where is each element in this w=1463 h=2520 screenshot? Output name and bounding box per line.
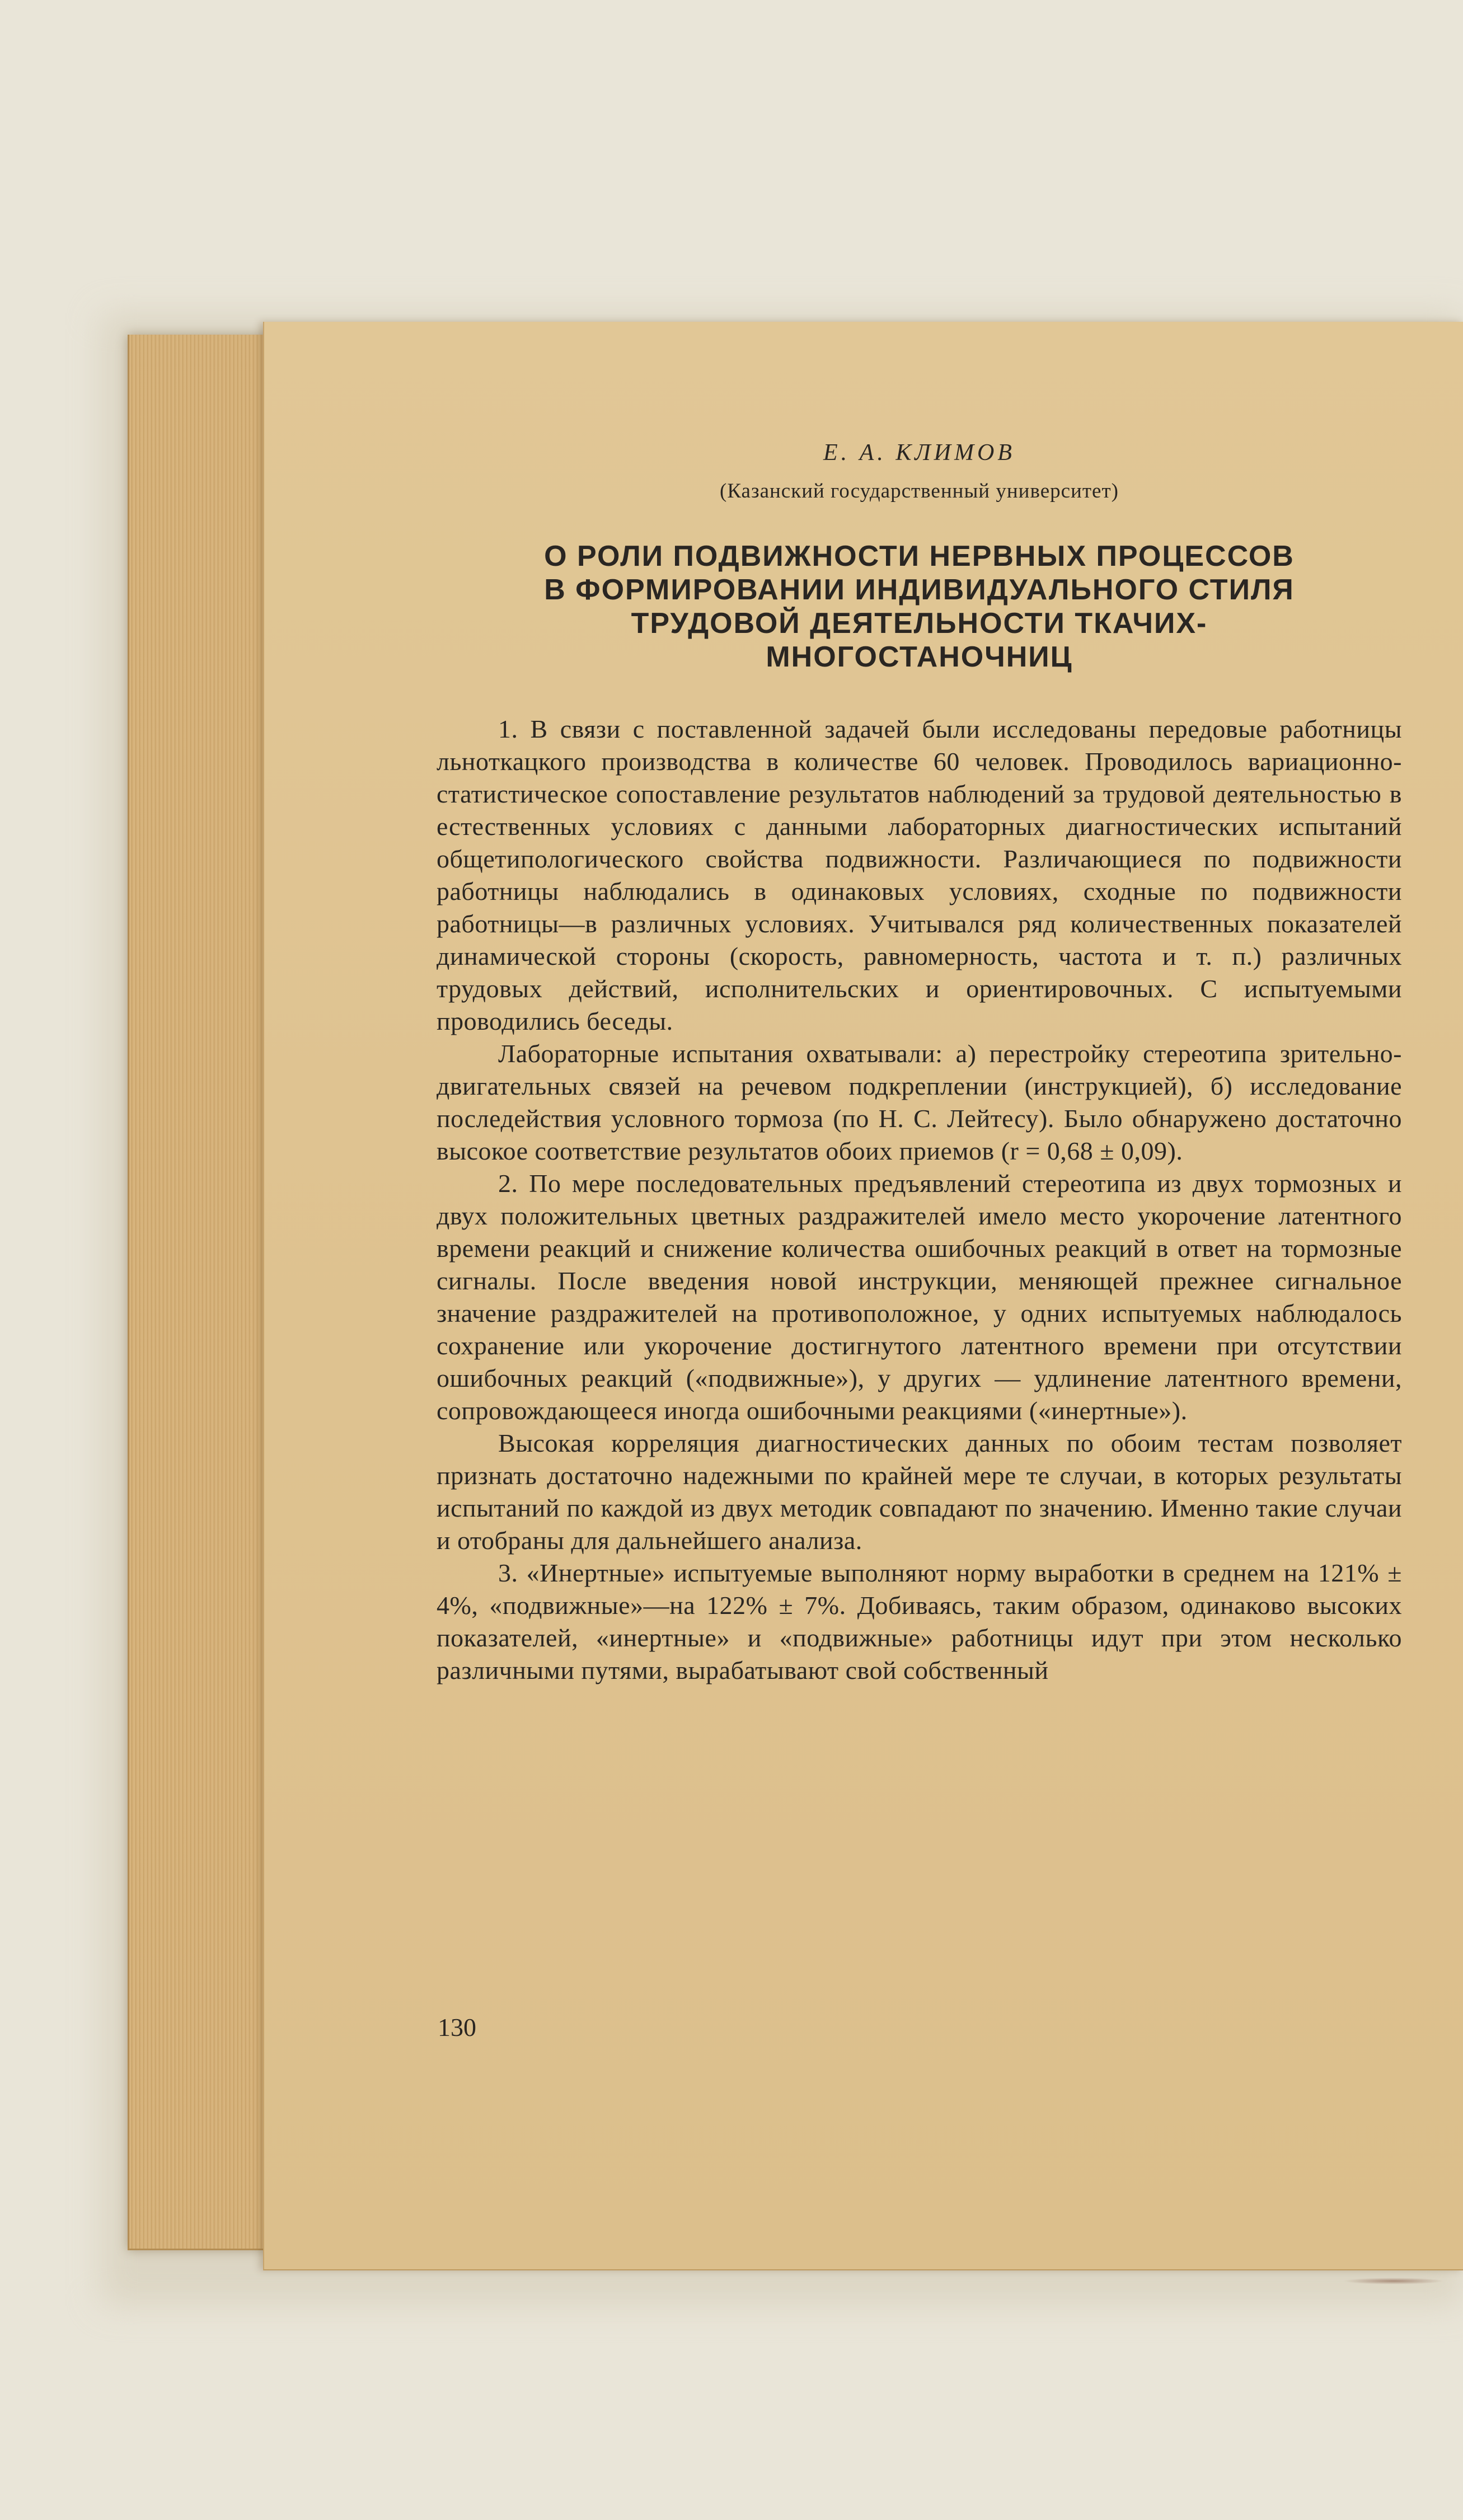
paragraph-3: 2. По мере последовательных предъявлений стереотипа из двух тормозных и двух положительных цветных раздражителей имело место укорочение латентного времени реакций и снижение количества ошибочных реакций в ответ на тормозные сигналы. После введения новой инструкции, меняющей прежнее сигнальное значение раздражителей на противоположное, у одних испытуемых наблюдалось сохранение или укорочение достигнутого латентного времени при отсутствии ошибочных реакций («подвижные»), у других — удлинение латентного времени, сопровождающееся иногда ошибочными реакциями («инертные»). [437,1169,1402,1425]
article-affiliation: (Казанский государственный университет) [720,480,1119,503]
paragraph-1: 1. В связи с поставленной задачей были исследованы передовые работницы льноткацкого производства в количестве 60 человек. Проводилось вариационно-статистическое сопоставление результатов наблюдений за трудовой деятельностью в естественных условиях с данными лабораторных диагностических испытаний общетипологического свойства подвижности. Различающиеся по подвижности работницы наблюдались в одинаковых условиях, сходные по подвижности работницы—в различных условиях. Учитывался ряд количественных показателей динамической стороны (скорость, равномерность, частота и т. п.) различных трудовых действий, исполнительских и ориентировочных. С испытуемыми проводились беседы. [437,715,1402,1035]
article-body [437,713,1402,1687]
article-title: О РОЛИ ПОДВИЖНОСТИ НЕРВНЫХ ПРОЦЕССОВ В ФОРМИРОВАНИИ ИНДИВИДУАЛЬНОГО СТИЛЯ ТРУДОВОЙ ДЕЯТЕЛЬНОСТИ ТКАЧИХ- МНОГОСТАНОЧНИЦ [544,540,1295,673]
article-author: Е. А. КЛИМОВ [823,440,1015,466]
article [437,437,1402,1687]
paragraph-2: Лабораторные испытания охватывали: а) перестройку стереотипа зрительно-двигательных связей на речевом подкреплении (инструкцией), б) исследование последействия условного тормоза (по Н. С. Лейтесу). Было обнаружено достаточно высокое соответствие результатов обоих приемов (r = 0,68 ± 0,09). [437,1039,1402,1165]
paragraph-4: Высокая корреляция диагностических данных по обоим тестам позволяет признать достаточно надежными по крайней мере те случаи, в которых результаты испытаний по каждой из двух методик совпадают по значению. Именно такие случаи и отобраны для дальнейшего анализа. [437,1429,1402,1555]
page-number: 130 [438,2013,476,2042]
paragraph-5: 3. «Инертные» испытуемые выполняют норму выработки в среднем на 121% ± 4%, «подвижные»—на 122% ± 7%. Добиваясь, таким образом, одинаково высоких показателей, «инертные» и «подвижные» работницы идут при этом несколько различными путями, вырабатывают свой собственный [437,1559,1402,1684]
ink-smudge [1343,2278,1444,2284]
